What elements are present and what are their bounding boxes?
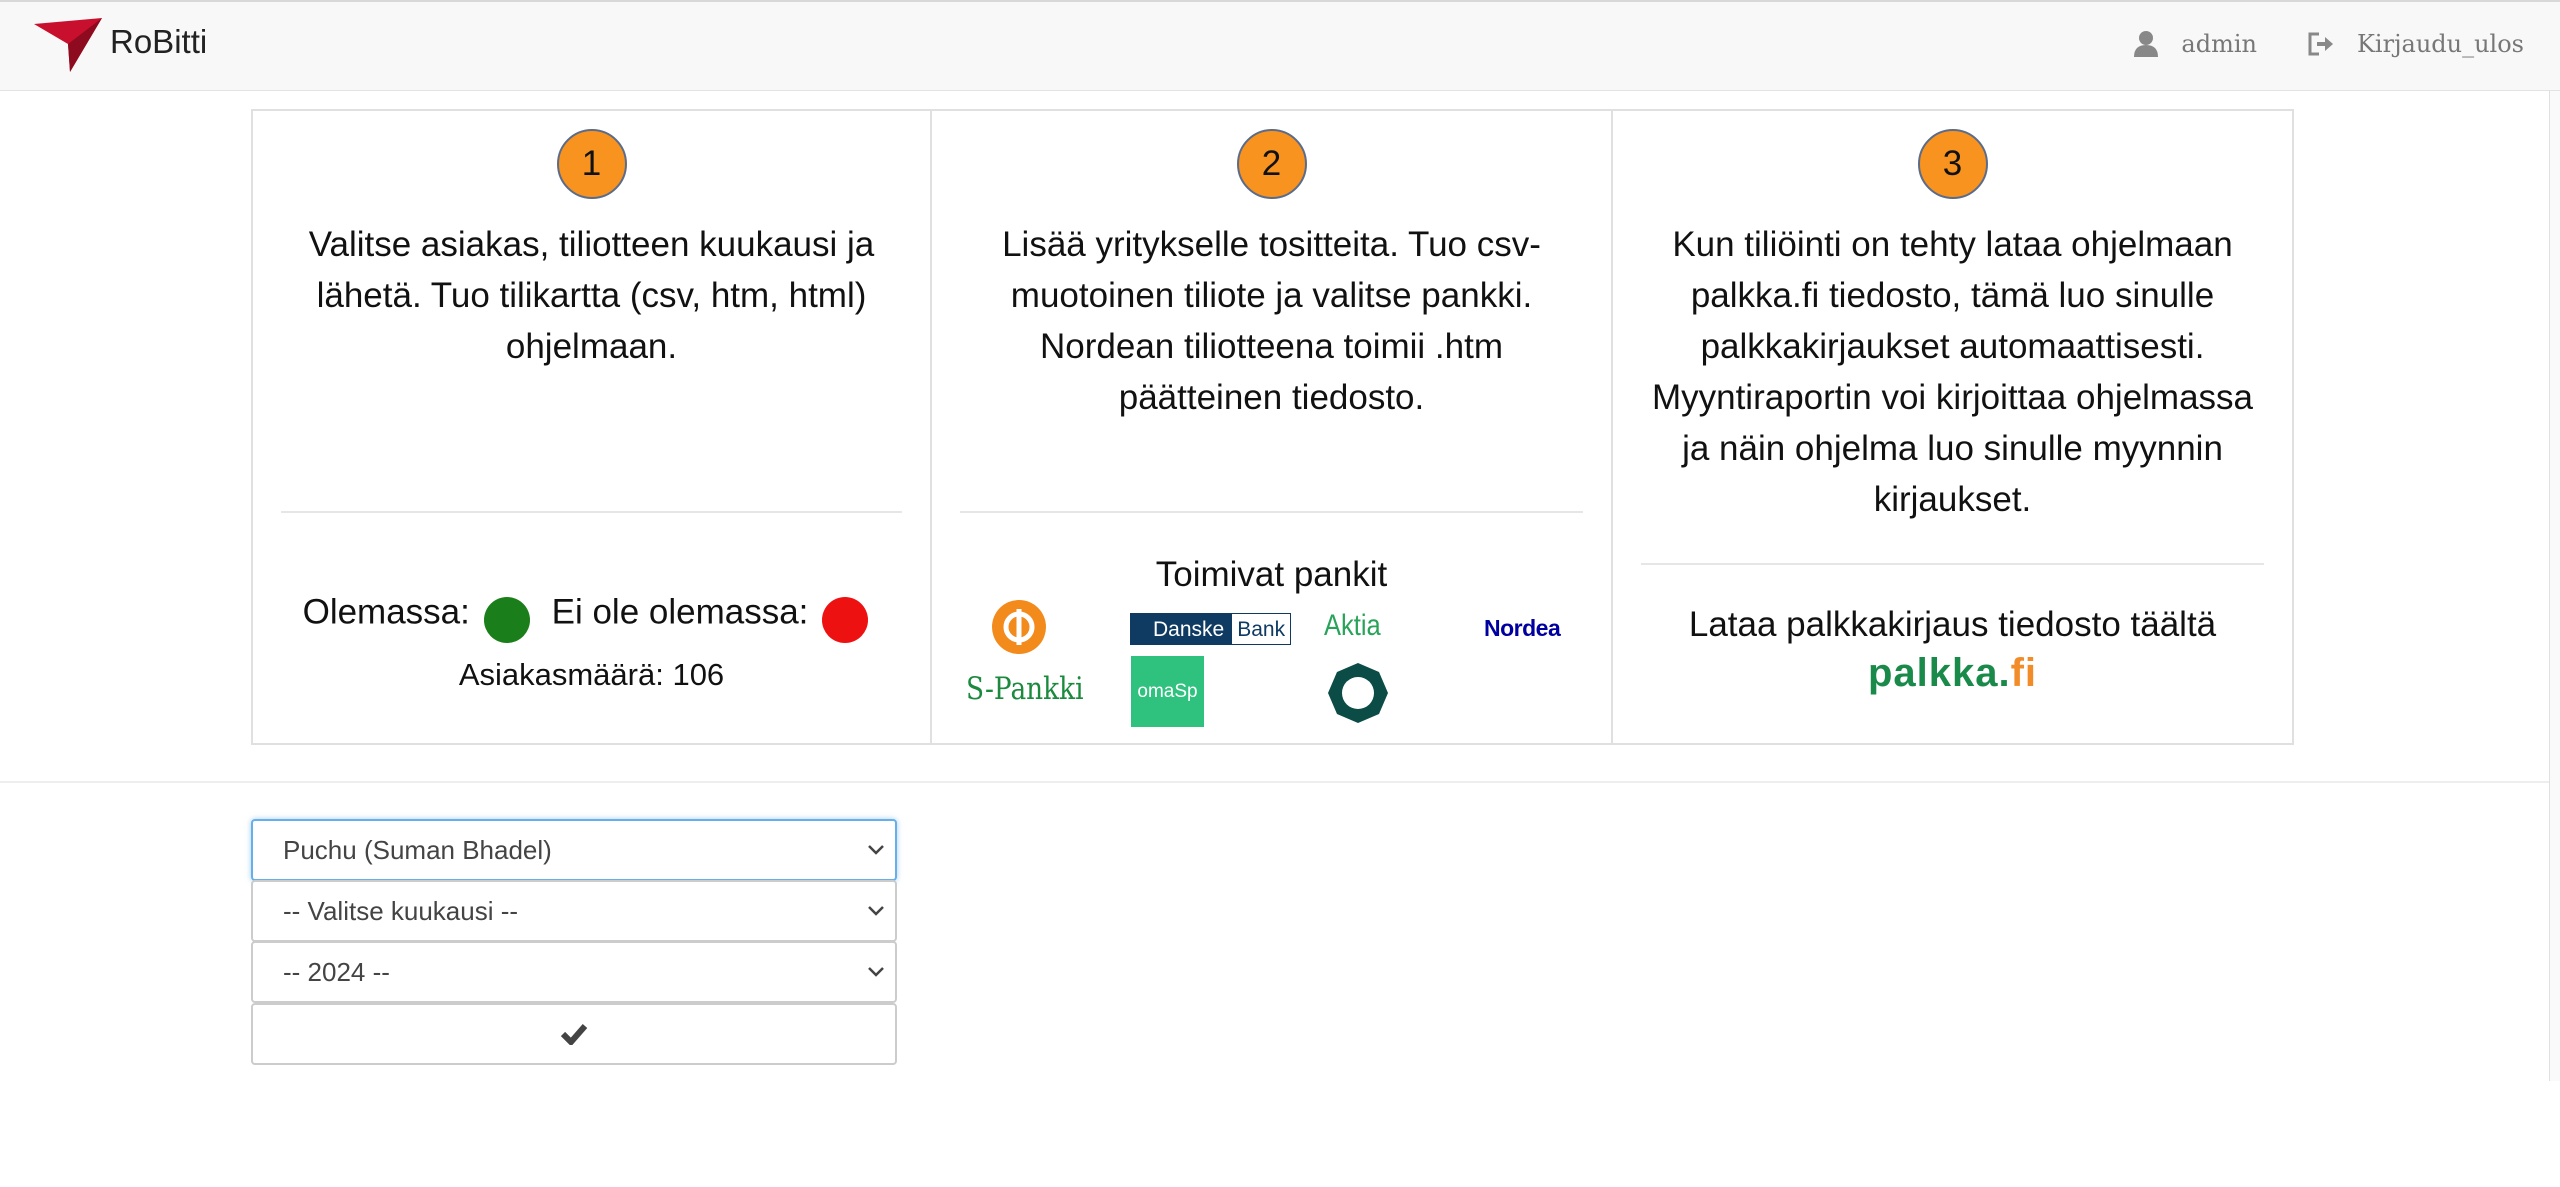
- danske-bank-logo: [1130, 613, 1291, 645]
- s-pankki-logo: S-Pankki: [966, 671, 1084, 707]
- chevron-down-icon: [867, 844, 885, 856]
- logout-icon: [2307, 31, 2335, 57]
- step-card-1: [251, 109, 932, 745]
- robitti-logo-icon: [32, 16, 104, 74]
- banks-title: Toimivat pankit: [1155, 555, 1388, 594]
- year-select[interactable]: [251, 941, 897, 1003]
- omasp-logo: [1131, 656, 1204, 727]
- checkmark-icon: [560, 1023, 588, 1045]
- section-divider: [0, 781, 2560, 783]
- aktia-logo: Aktia: [1324, 609, 1381, 642]
- customer-count: Asiakasmäärä: 106: [458, 657, 725, 692]
- card-divider: [281, 511, 902, 513]
- card-divider: [1641, 563, 2264, 565]
- step-number-3: 3: [1918, 129, 1988, 199]
- saastopankki-logo-icon: [1326, 661, 1390, 725]
- bank-logo-text: Bank: [1232, 614, 1290, 644]
- step-description-1: Valitse asiakas, tiliotteen kuukausi ja lähetä. Tuo tilikartta (csv, htm, html) ohjelmaan.: [308, 225, 875, 366]
- danske-logo-text: Danske: [1131, 614, 1232, 644]
- user-icon: [2133, 30, 2159, 58]
- not-exists-label: Ei ole olemassa:: [551, 592, 809, 632]
- exists-label: Olemassa:: [302, 592, 470, 632]
- palkka-tld-text: fi: [2010, 651, 2038, 695]
- omasp-logo-text: omaSp: [1137, 680, 1198, 702]
- scrollbar[interactable]: [2549, 91, 2560, 1081]
- month-select-value: -- Valitse kuukausi --: [283, 895, 519, 926]
- palkka-fi-link[interactable]: [1613, 651, 2292, 696]
- logout-link[interactable]: [2307, 30, 2524, 58]
- step-card-2: [932, 109, 1613, 745]
- year-select-value: -- 2024 --: [283, 956, 390, 987]
- payroll-download-title: Lataa palkkakirjaus tiedosto täältä: [1688, 605, 2217, 644]
- brand[interactable]: [32, 16, 207, 74]
- card-divider: [960, 511, 1583, 513]
- palkka-main-text: palkka.: [1867, 651, 2011, 695]
- month-select[interactable]: [251, 880, 897, 942]
- step-description-2: Lisää yritykselle tositteita. Tuo csv-muotoinen tiliote ja valitse pankki. Nordean tiliotteena toimii .htm päätteinen tiedosto.: [1002, 225, 1541, 417]
- user-name: admin: [2181, 30, 2257, 58]
- step-card-3: [1613, 109, 2294, 745]
- steps-cards: [251, 109, 2294, 745]
- chevron-down-icon: [867, 966, 885, 978]
- op-bank-logo-icon: [991, 599, 1047, 655]
- brand-name: RoBitti: [110, 23, 208, 60]
- user-menu[interactable]: [2133, 30, 2257, 58]
- customer-select[interactable]: [251, 819, 897, 881]
- submit-button[interactable]: [251, 1003, 897, 1065]
- customer-status-legend: [253, 591, 930, 637]
- selection-form: [251, 819, 897, 1065]
- logout-label: Kirjaudu_ulos: [2356, 30, 2524, 58]
- chevron-down-icon: [867, 905, 885, 917]
- step-description-3: Kun tiliöinti on tehty lataa ohjelmaan palkka.fi tiedosto, tämä luo sinulle palkkakirjaukset automaattisesti. Myyntiraportin voi kirjoittaa ohjelmassa ja näin ohjelma luo sinulle myynnin kirjaukset.: [1651, 225, 2254, 519]
- step-number-1: 1: [557, 129, 627, 199]
- nordea-logo: Nordea: [1484, 615, 1561, 641]
- step-number-2: 2: [1237, 129, 1307, 199]
- navbar: [0, 0, 2560, 91]
- not-exists-dot-icon: [822, 597, 868, 643]
- exists-dot-icon: [484, 597, 530, 643]
- customer-select-value: Puchu (Suman Bhadel): [283, 834, 552, 865]
- nav-right: [2083, 30, 2524, 58]
